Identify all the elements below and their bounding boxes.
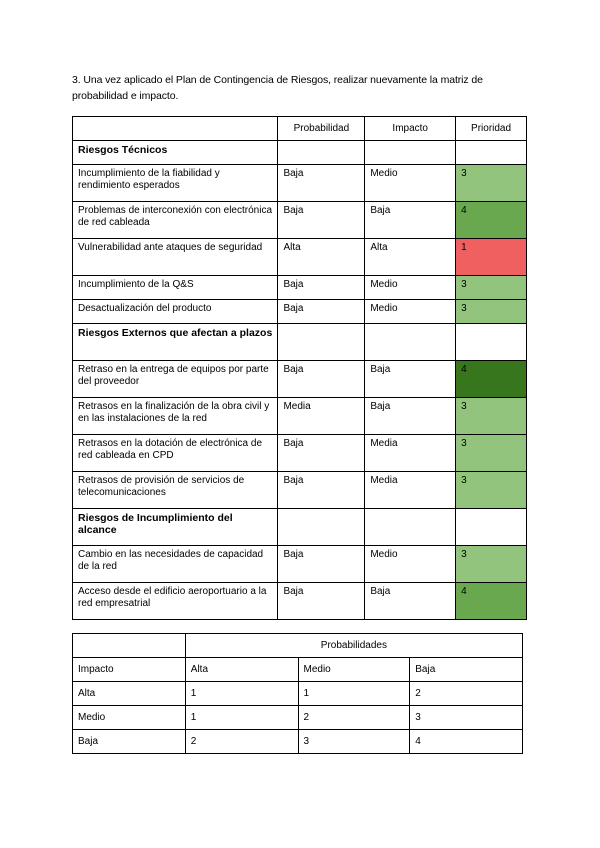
- risk-row: [73, 276, 527, 300]
- impact-cell: Alta: [365, 239, 456, 276]
- risk-row: [73, 435, 527, 472]
- table-header-row: [73, 117, 527, 141]
- priority-cell: 3: [456, 398, 527, 435]
- risk-name: Vulnerabilidad ante ataques de seguridad: [73, 239, 278, 276]
- empty-cell: [456, 324, 527, 361]
- impact-cell: Medio: [365, 276, 456, 300]
- header-blank-cell: [73, 117, 278, 141]
- impact-cell: Media: [365, 435, 456, 472]
- matrix-cell: 2: [298, 706, 410, 730]
- risk-name: Retrasos en la dotación de electrónica de red cableada en CPD: [73, 435, 278, 472]
- risk-name: Incumplimiento de la fiabilidad y rendimiento esperados: [73, 165, 278, 202]
- probability-cell: Baja: [278, 300, 365, 324]
- matrix-row: [73, 682, 523, 706]
- section-title: Riesgos Externos que afectan a plazos: [73, 324, 278, 361]
- matrix-row: [73, 730, 523, 754]
- matrix-row: [73, 706, 523, 730]
- risk-name: Desactualización del producto: [73, 300, 278, 324]
- risk-row: [73, 472, 527, 509]
- priority-cell: 3: [456, 276, 527, 300]
- impact-cell: Baja: [365, 398, 456, 435]
- risk-name: Incumplimiento de la Q&S: [73, 276, 278, 300]
- section-row: [73, 324, 527, 361]
- risk-name: Problemas de interconexión con electrónica de red cableada: [73, 202, 278, 239]
- impact-cell: Medio: [365, 165, 456, 202]
- section-row: [73, 141, 527, 165]
- priority-cell: 3: [456, 165, 527, 202]
- probability-cell: Baja: [278, 165, 365, 202]
- matrix-cell: 1: [298, 682, 410, 706]
- empty-cell: [456, 141, 527, 165]
- empty-cell: [278, 141, 365, 165]
- empty-cell: [365, 324, 456, 361]
- matrix-cell: 4: [410, 730, 523, 754]
- empty-cell: [278, 324, 365, 361]
- probability-cell: Baja: [278, 361, 365, 398]
- empty-cell: [456, 509, 527, 546]
- column-header: Probabilidad: [278, 117, 365, 141]
- matrix-cell: 3: [298, 730, 410, 754]
- matrix-corner-cell: [73, 634, 186, 658]
- probability-cell: Baja: [278, 546, 365, 583]
- risk-row: [73, 300, 527, 324]
- matrix-title: Probabilidades: [185, 634, 522, 658]
- matrix-header-row: [73, 658, 523, 682]
- risk-name: Acceso desde el edificio aeroportuario a la red empresatrial: [73, 583, 278, 620]
- risk-row: [73, 398, 527, 435]
- intro-paragraph: 3. Una vez aplicado el Plan de Contingencia de Riesgos, realizar nuevamente la matriz de probabilidad e impacto.: [72, 74, 483, 102]
- probability-cell: Alta: [278, 239, 365, 276]
- probability-cell: Baja: [278, 202, 365, 239]
- impact-cell: Baja: [365, 583, 456, 620]
- matrix-col-header: Medio: [298, 658, 410, 682]
- risk-name: Retrasos en la finalización de la obra civil y en las instalaciones de la red: [73, 398, 278, 435]
- impact-cell: Baja: [365, 361, 456, 398]
- risk-row: [73, 546, 527, 583]
- priority-cell: 3: [456, 472, 527, 509]
- matrix-row-label: Baja: [73, 730, 186, 754]
- section-row: [73, 509, 527, 546]
- priority-cell: 4: [456, 583, 527, 620]
- impact-cell: Medio: [365, 546, 456, 583]
- empty-cell: [365, 509, 456, 546]
- matrix-row-label: Alta: [73, 682, 186, 706]
- risk-row: [73, 165, 527, 202]
- probability-cell: Baja: [278, 435, 365, 472]
- empty-cell: [365, 141, 456, 165]
- priority-cell: 3: [456, 546, 527, 583]
- probability-cell: Baja: [278, 583, 365, 620]
- impact-cell: Baja: [365, 202, 456, 239]
- risk-name: Retrasos de provisión de servicios de telecomunicaciones: [73, 472, 278, 509]
- matrix-col-header: Baja: [410, 658, 523, 682]
- section-title: Riesgos Técnicos: [73, 141, 278, 165]
- matrix-col-header: Alta: [185, 658, 298, 682]
- matrix-title-row: [73, 634, 523, 658]
- probability-impact-matrix: [72, 633, 523, 754]
- matrix-row-label: Medio: [73, 706, 186, 730]
- priority-cell: 3: [456, 300, 527, 324]
- priority-cell: 3: [456, 435, 527, 472]
- matrix-cell: 1: [185, 682, 298, 706]
- section-title: Riesgos de Incumplimiento del alcance: [73, 509, 278, 546]
- matrix-cell: 2: [185, 730, 298, 754]
- matrix-cell: 3: [410, 706, 523, 730]
- matrix-row-header: Impacto: [73, 658, 186, 682]
- risk-name: Cambio en las necesidades de capacidad de la red: [73, 546, 278, 583]
- priority-cell: 4: [456, 202, 527, 239]
- risk-row: [73, 583, 527, 620]
- priority-cell: 4: [456, 361, 527, 398]
- risk-priority-table: [72, 116, 527, 620]
- priority-cell: 1: [456, 239, 527, 276]
- probability-cell: Media: [278, 398, 365, 435]
- risk-row: [73, 239, 527, 276]
- empty-cell: [278, 509, 365, 546]
- impact-cell: Medio: [365, 300, 456, 324]
- probability-cell: Baja: [278, 276, 365, 300]
- matrix-cell: 2: [410, 682, 523, 706]
- risk-row: [73, 202, 527, 239]
- probability-cell: Baja: [278, 472, 365, 509]
- risk-name: Retraso en la entrega de equipos por parte del proveedor: [73, 361, 278, 398]
- column-header: Prioridad: [456, 117, 527, 141]
- matrix-cell: 1: [185, 706, 298, 730]
- column-header: Impacto: [365, 117, 456, 141]
- impact-cell: Media: [365, 472, 456, 509]
- risk-row: [73, 361, 527, 398]
